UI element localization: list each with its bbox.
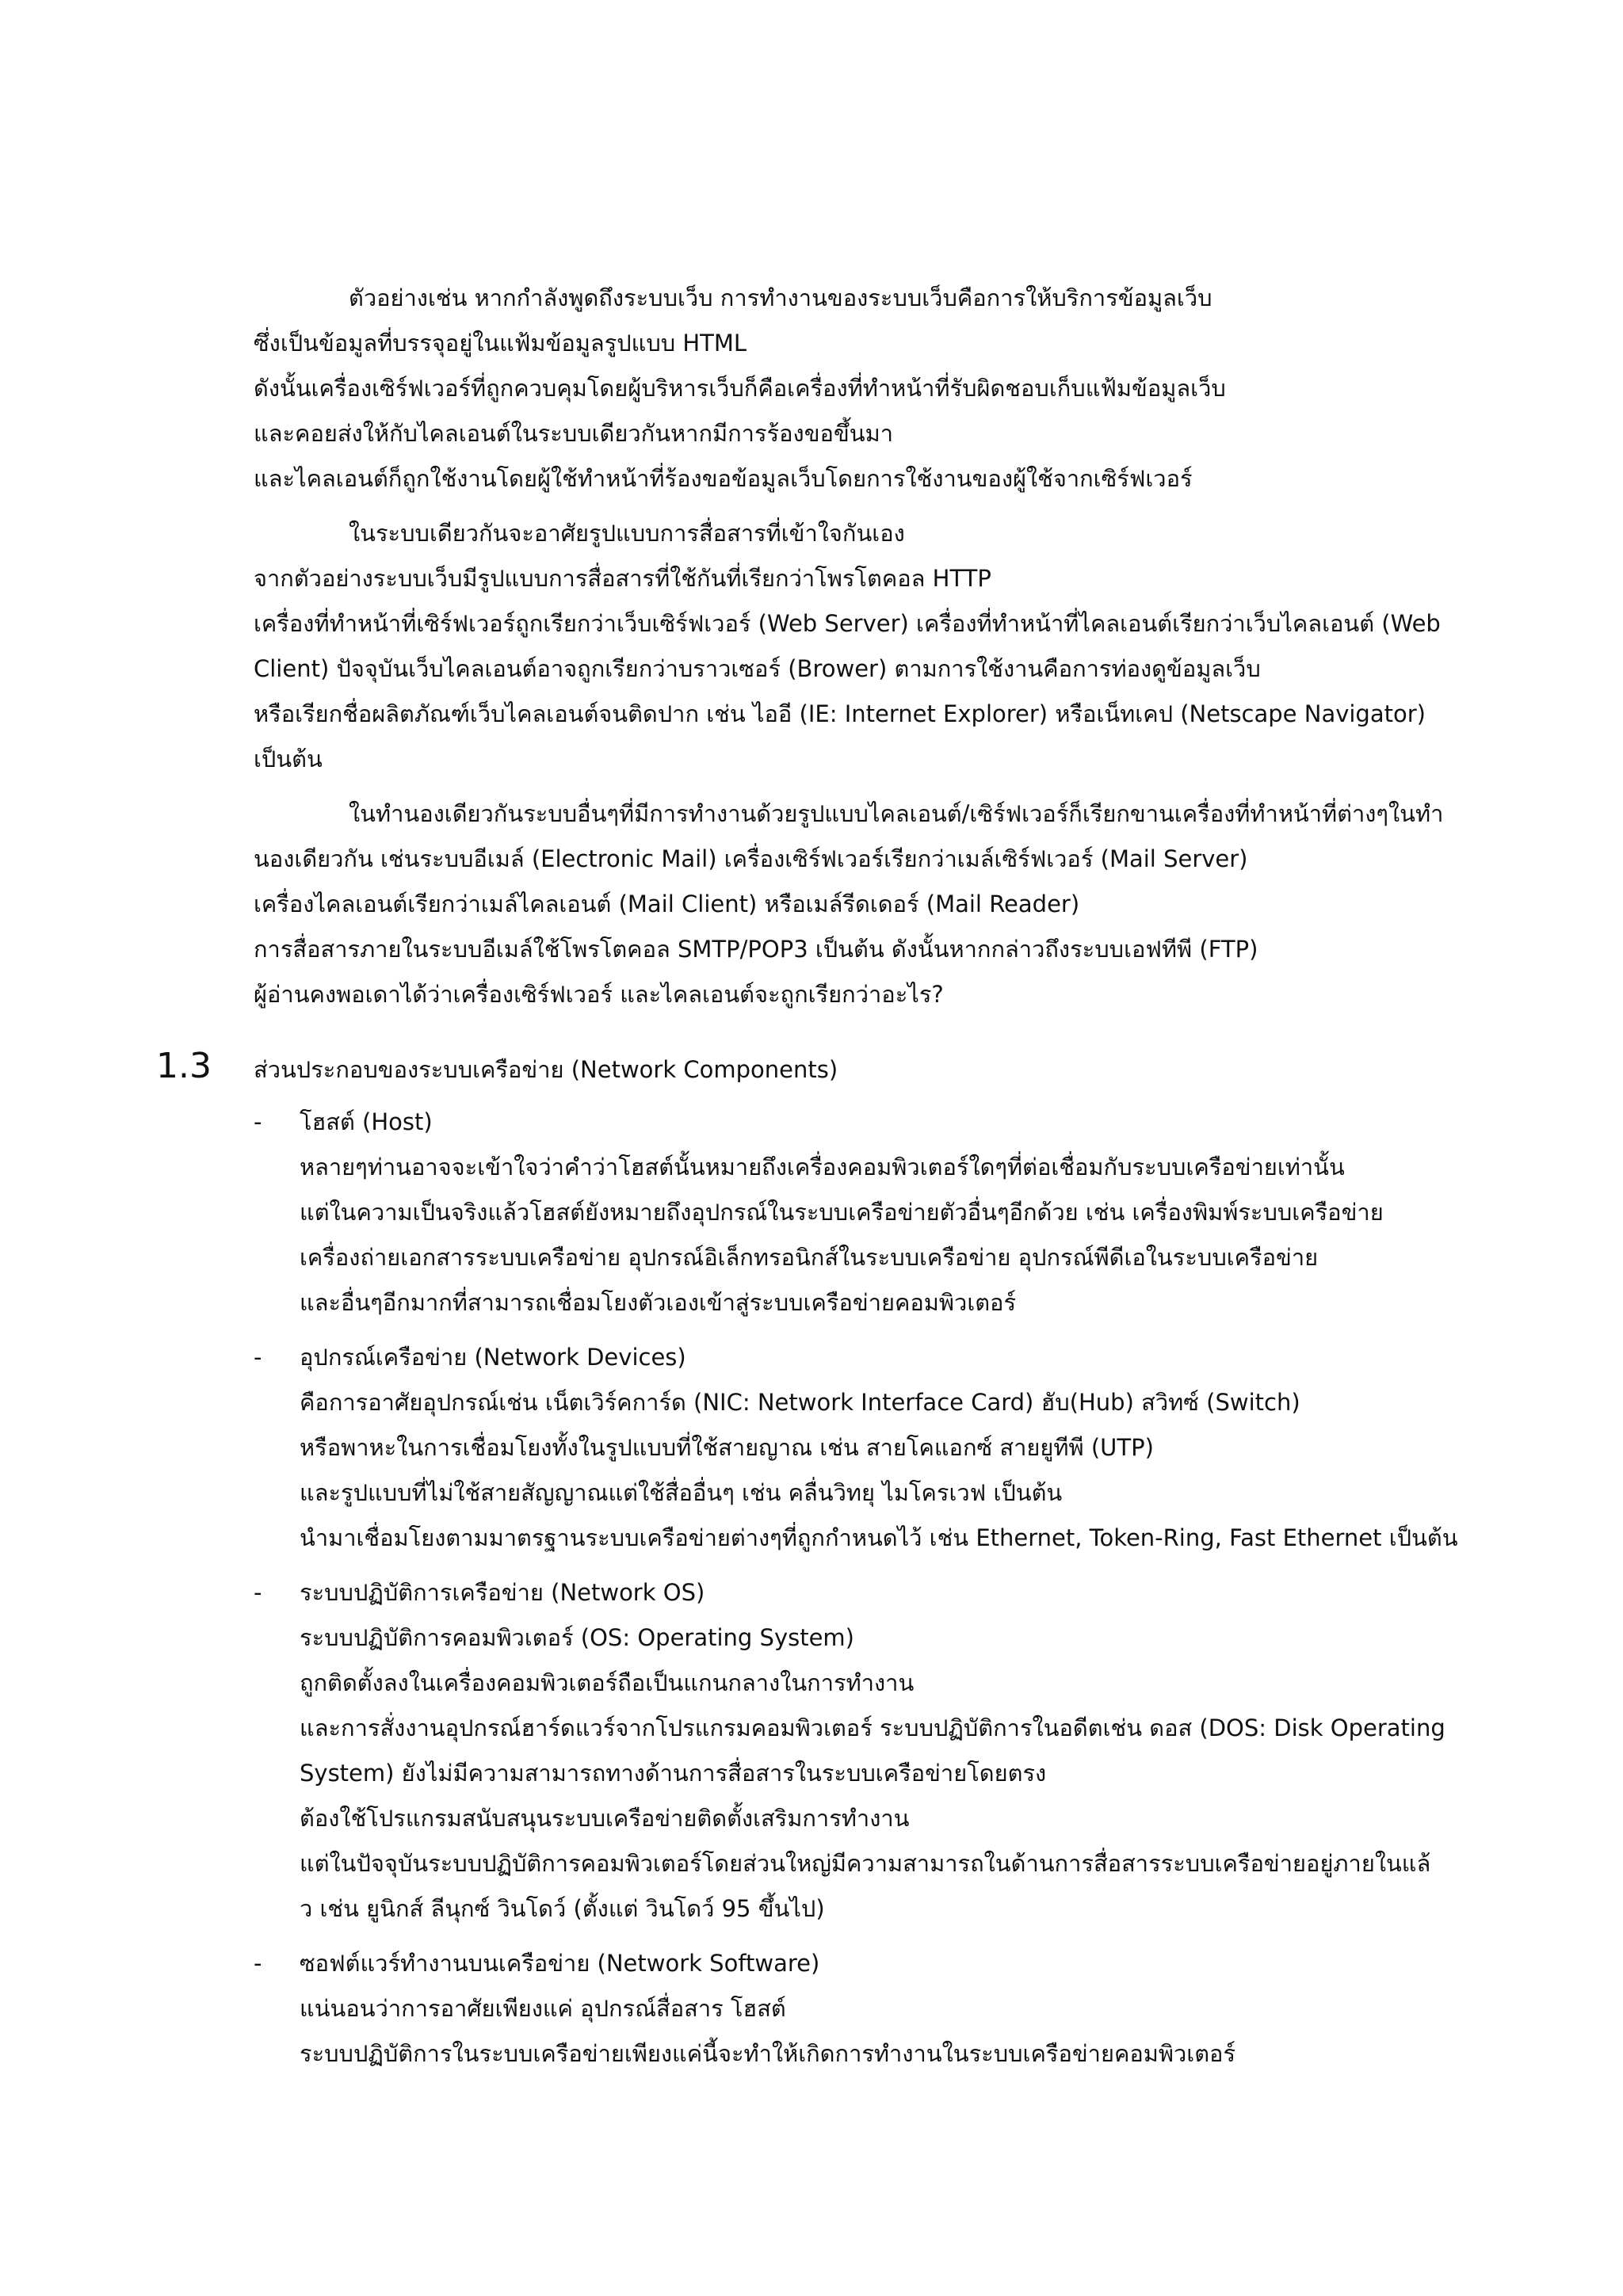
paragraph-other-systems: [254, 791, 1522, 1017]
document-body: [156, 276, 1522, 2086]
bullet-line: และรูปแบบที่ไม่ใช้สายสัญญาณแต่ใช้สื่ออื่นๆ เช่น คลื่นวิทยุ ไมโครเวฟ เป็นต้น: [300, 1479, 1063, 1506]
bullet-dash: -: [254, 1108, 262, 1135]
paragraph-line: นองเดียวกัน เช่นระบบอีเมล์ (Electronic Mail) เครื่องเซิร์ฟเวอร์เรียกว่าเมล์เซิร์ฟเวอร์ (Mail Server): [254, 845, 1248, 872]
bullet-dash: -: [254, 1579, 262, 1606]
paragraph-http-protocol: [254, 511, 1522, 782]
bullet-line: หรือพาหะในการเชื่อมโยงทั้งในรูปแบบที่ใช้สายญาณ เช่น สายโคแอกซ์ สายยูทีพี (UTP): [300, 1434, 1154, 1461]
bullet-line: แน่นอนว่าการอาศัยเพียงแค่ อุปกรณ์สื่อสาร โฮสต์: [300, 1995, 786, 2022]
paragraph-line: เครื่องที่ทำหน้าที่เซิร์ฟเวอร์ถูกเรียกว่าเว็บเซิร์ฟเวอร์ (Web Server) เครื่องที่ทำหน้าที่ไคลเอนต์เรียกว่าเว็บไคลเอนต์ (Web: [254, 610, 1441, 637]
bullet-line: โฮสต์ (Host): [300, 1108, 433, 1135]
bullet-line: ระบบปฏิบัติการเครือข่าย (Network OS): [300, 1579, 705, 1606]
bullet-line: เครื่องถ่ายเอกสารระบบเครือข่าย อุปกรณ์อิเล็กทรอนิกส์ในระบบเครือข่าย อุปกรณ์พีดีเอในระบบเครือข่าย: [300, 1244, 1319, 1271]
paragraph-line: และคอยส่งให้กับไคลเอนต์ในระบบเดียวกันหากมีการร้องขอขึ้นมา: [254, 420, 893, 447]
bullet-list: [254, 1100, 1522, 2077]
bullet-line: แต่ในความเป็นจริงแล้วโฮสต์ยังหมายถึงอุปกรณ์ในระบบเครือข่ายตัวอื่นๆอีกด้วย เช่น เครื่องพิมพ์ระบบเครือข่าย: [300, 1199, 1384, 1226]
paragraph-line: ในระบบเดียวกันจะอาศัยรูปแบบการสื่อสารที่เข้าใจกันเอง: [349, 520, 905, 547]
bullet-line: ระบบปฏิบัติการในระบบเครือข่ายเพียงแค่นี้จะทำให้เกิดการทำงานในระบบเครือข่ายคอมพิวเตอร์: [300, 2040, 1236, 2067]
paragraph-line: หรือเรียกชื่อผลิตภัณฑ์เว็บไคลเอนต์จนติดปาก เช่น ไออี (IE: Internet Explorer) หรือเน็ทเคป (Netscape Navigator): [254, 700, 1426, 727]
section-heading: [156, 1046, 1522, 1093]
bullet-dash: -: [254, 1950, 262, 1977]
bullet-body: [254, 1100, 1522, 1325]
bullet-line: คือการอาศัยอุปกรณ์เช่น เน็ตเวิร์คการ์ด (NIC: Network Interface Card) ฮับ(Hub) สวิทซ์ (Switch): [300, 1389, 1300, 1416]
bullet-line: หลายๆท่านอาจจะเข้าใจว่าคำว่าโฮสต์นั้นหมายถึงเครื่องคอมพิวเตอร์ใดๆที่ต่อเชื่อมกับระบบเครือข่ายเท่านั้น: [300, 1154, 1345, 1180]
section-number: 1.3: [156, 1046, 212, 1086]
section-title: ส่วนประกอบของระบบเครือข่าย (Network Components): [254, 1056, 838, 1083]
bullet-line: ต้องใช้โปรแกรมสนับสนุนระบบเครือข่ายติดตั้งเสริมการทำงาน: [300, 1805, 910, 1832]
bullet-body: [254, 1941, 1522, 2077]
bullet-line: ว เช่น ยูนิกส์ ลีนุกซ์ วินโดว์ (ตั้งแต่ วินโดว์ 95 ขึ้นไป): [300, 1895, 825, 1922]
bullet-item-network-software: [254, 1941, 1522, 2077]
bullet-line: ซอฟต์แวร์ทำงานบนเครือข่าย (Network Software): [300, 1950, 820, 1977]
bullet-item-network-devices: [254, 1335, 1522, 1561]
paragraph-line: และไคลเอนต์ก็ถูกใช้งานโดยผู้ใช้ทำหน้าที่ร้องขอข้อมูลเว็บโดยการใช้งานของผู้ใช้จากเซิร์ฟเวอร์: [254, 465, 1193, 492]
paragraph-line: ในทำนองเดียวกันระบบอื่นๆที่มีการทำงานด้วยรูปแบบไคลเอนต์/เซิร์ฟเวอร์ก็เรียกขานเครื่องที่ทำหน้าที่ต่างๆในทำ: [349, 800, 1444, 827]
paragraph-line: ซึ่งเป็นข้อมูลที่บรรจุอยู่ในแฟ้มข้อมูลรูปแบบ HTML: [254, 330, 747, 357]
paragraph-line: เป็นต้น: [254, 746, 323, 772]
bullet-line: นำมาเชื่อมโยงตามมาตรฐานระบบเครือข่ายต่างๆที่ถูกกำหนดไว้ เช่น Ethernet, Token-Ring, Fast Ethernet เป็นต้น: [300, 1524, 1458, 1551]
paragraph-line: จากตัวอย่างระบบเว็บมีรูปแบบการสื่อสารที่ใช้กันที่เรียกว่าโพรโตคอล HTTP: [254, 565, 991, 592]
bullet-line: และการสั่งงานอุปกรณ์ฮาร์ดแวร์จากโปรแกรมคอมพิวเตอร์ ระบบปฏิบัติการในอดีตเช่น ดอส (DOS: Disk Operating: [300, 1714, 1445, 1741]
bullet-line: แต่ในปัจจุบันระบบปฏิบัติการคอมพิวเตอร์โดยส่วนใหญ่มีความสามารถในด้านการสื่อสารระบบเครือข่ายอยู่ภายในแล้: [300, 1850, 1431, 1877]
paragraph-line: ตัวอย่างเช่น หากกำลังพูดถึงระบบเว็บ การทำงานของระบบเว็บคือการให้บริการข้อมูลเว็บ: [349, 284, 1212, 311]
bullet-item-host: [254, 1100, 1522, 1325]
paragraph-line: Client) ปัจจุบันเว็บไคลเอนต์อาจถูกเรียกว่าบราวเซอร์ (Brower) ตามการใช้งานคือการท่องดูข้อมูลเว็บ: [254, 655, 1261, 682]
bullet-line: อุปกรณ์เครือข่าย (Network Devices): [300, 1344, 686, 1371]
paragraph-line: ดังนั้นเครื่องเซิร์ฟเวอร์ที่ถูกควบคุมโดยผู้บริหารเว็บก็คือเครื่องที่ทำหน้าที่รับผิดชอบเก็บแฟ้มข้อมูลเว็บ: [254, 375, 1226, 402]
paragraph-web-example: [254, 276, 1522, 502]
bullet-line: ระบบปฏิบัติการคอมพิวเตอร์ (OS: Operating System): [300, 1624, 854, 1651]
paragraph-line: ผู้อ่านคงพอเดาได้ว่าเครื่องเซิร์ฟเวอร์ และไคลเอนต์จะถูกเรียกว่าอะไร?: [254, 981, 944, 1008]
paragraph-line: การสื่อสารภายในระบบอีเมล์ใช้โพรโตคอล SMTP/POP3 เป็นต้น ดังนั้นหากกล่าวถึงระบบเอฟทีพี (FTP): [254, 936, 1258, 963]
bullet-line: ถูกติดตั้งลงในเครื่องคอมพิวเตอร์ถือเป็นแกนกลางในการทำงาน: [300, 1669, 915, 1696]
paragraph-line: เครื่องไคลเอนต์เรียกว่าเมล์ไคลเอนต์ (Mail Client) หรือเมล์รีดเดอร์ (Mail Reader): [254, 891, 1080, 917]
bullet-body: [254, 1570, 1522, 1932]
bullet-line: และอื่นๆอีกมากที่สามารถเชื่อมโยงตัวเองเข้าสู่ระบบเครือข่ายคอมพิวเตอร์: [300, 1289, 1017, 1316]
bullet-line: System) ยังไม่มีความสามารถทางด้านการสื่อสารในระบบเครือข่ายโดยตรง: [300, 1760, 1047, 1787]
bullet-dash: -: [254, 1344, 262, 1371]
bullet-item-network-os: [254, 1570, 1522, 1932]
bullet-body: [254, 1335, 1522, 1561]
